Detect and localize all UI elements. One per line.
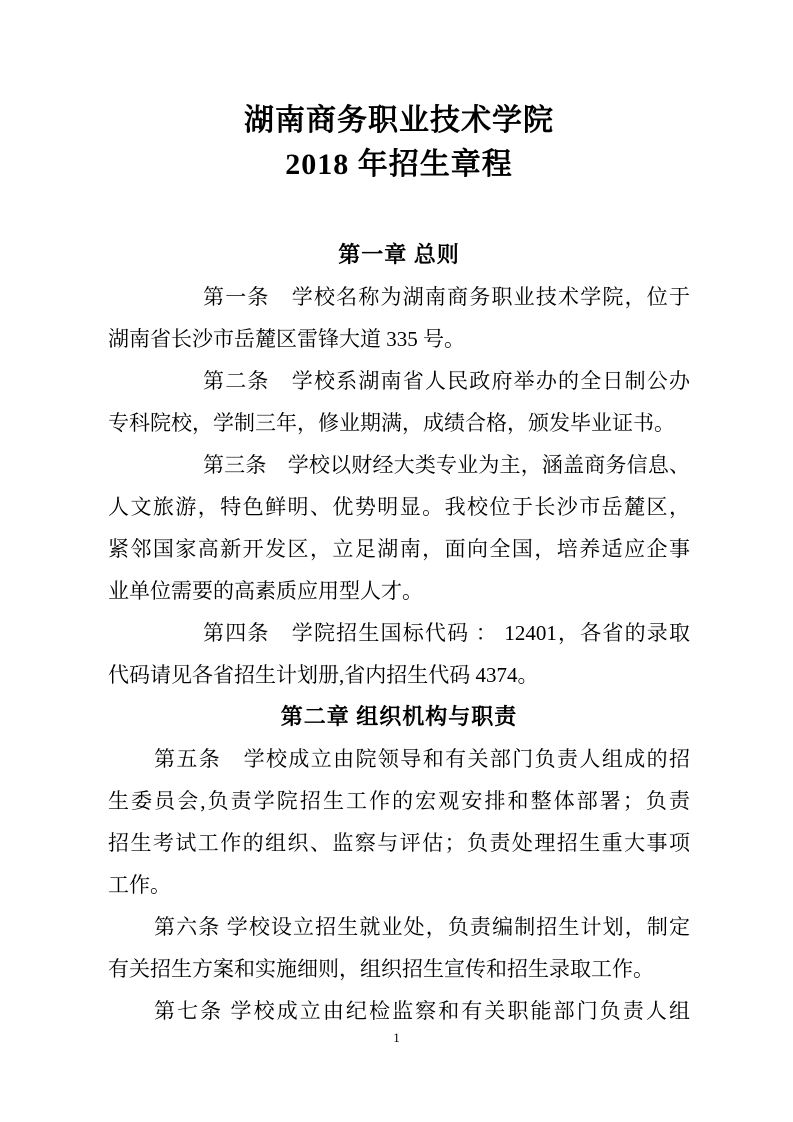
text-line: 生委员会,负责学院招生工作的宏观安排和整体部署；负责 — [108, 789, 690, 813]
text-line: 代码请见各省招生计划册,省内招生代码 4374。 — [108, 663, 539, 687]
text-line: 紧邻国家高新开发区，立足湖南，面向全国，培养适应企事 — [108, 537, 690, 561]
text-line: 工作。 — [108, 873, 171, 897]
article-paragraph — [108, 612, 690, 696]
chapter-heading-1: 第一章 总则 — [338, 242, 460, 267]
document-title-line2: 2018 年招生章程 — [285, 148, 513, 181]
text-line: 第四条 学院招生国标代码 ： 12401，各省的录取 — [203, 621, 690, 645]
text-line: 第七条 学校成立由纪检监察和有关职能部门负责人组 — [154, 999, 690, 1023]
document-content — [108, 0, 690, 1032]
document-title-line1: 湖南商务职业技术学院 — [244, 104, 554, 137]
text-line: 业单位需要的高素质应用型人才。 — [108, 579, 423, 603]
text-line: 有关招生方案和实施细则，组织招生宣传和招生录取工作。 — [108, 957, 654, 981]
article-paragraph — [108, 276, 690, 360]
document-body — [108, 234, 690, 1032]
text-line: 第六条 学校设立招生就业处，负责编制招生计划，制定 — [154, 915, 690, 939]
document-title — [108, 0, 690, 187]
article-paragraph — [108, 444, 690, 612]
text-line: 招生考试工作的组织、监察与评估；负责处理招生重大事项 — [108, 831, 690, 855]
article-paragraph — [108, 360, 690, 444]
text-line: 第二条 学校系湖南省人民政府举办的全日制公办 — [203, 369, 690, 393]
article-paragraph — [108, 906, 690, 990]
article-paragraph — [108, 738, 690, 906]
text-line: 第三条 学校以财经大类专业为主，涵盖商务信息、 — [203, 453, 690, 477]
text-line: 人文旅游，特色鲜明、优势明显。我校位于长沙市岳麓区， — [108, 495, 690, 519]
text-line: 第一条 学校名称为湖南商务职业技术学院，位于 — [203, 285, 690, 309]
text-line: 湖南省长沙市岳麓区雷锋大道 335 号。 — [108, 327, 465, 351]
page-number: 1 — [393, 1030, 400, 1045]
chapter-heading-2: 第二章 组织机构与职责 — [280, 704, 518, 729]
article-paragraph — [108, 990, 690, 1032]
text-line: 第五条 学校成立由院领导和有关部门负责人组成的招 — [154, 747, 690, 771]
text-line: 专科院校，学制三年，修业期满，成绩合格，颁发毕业证书。 — [108, 411, 675, 435]
